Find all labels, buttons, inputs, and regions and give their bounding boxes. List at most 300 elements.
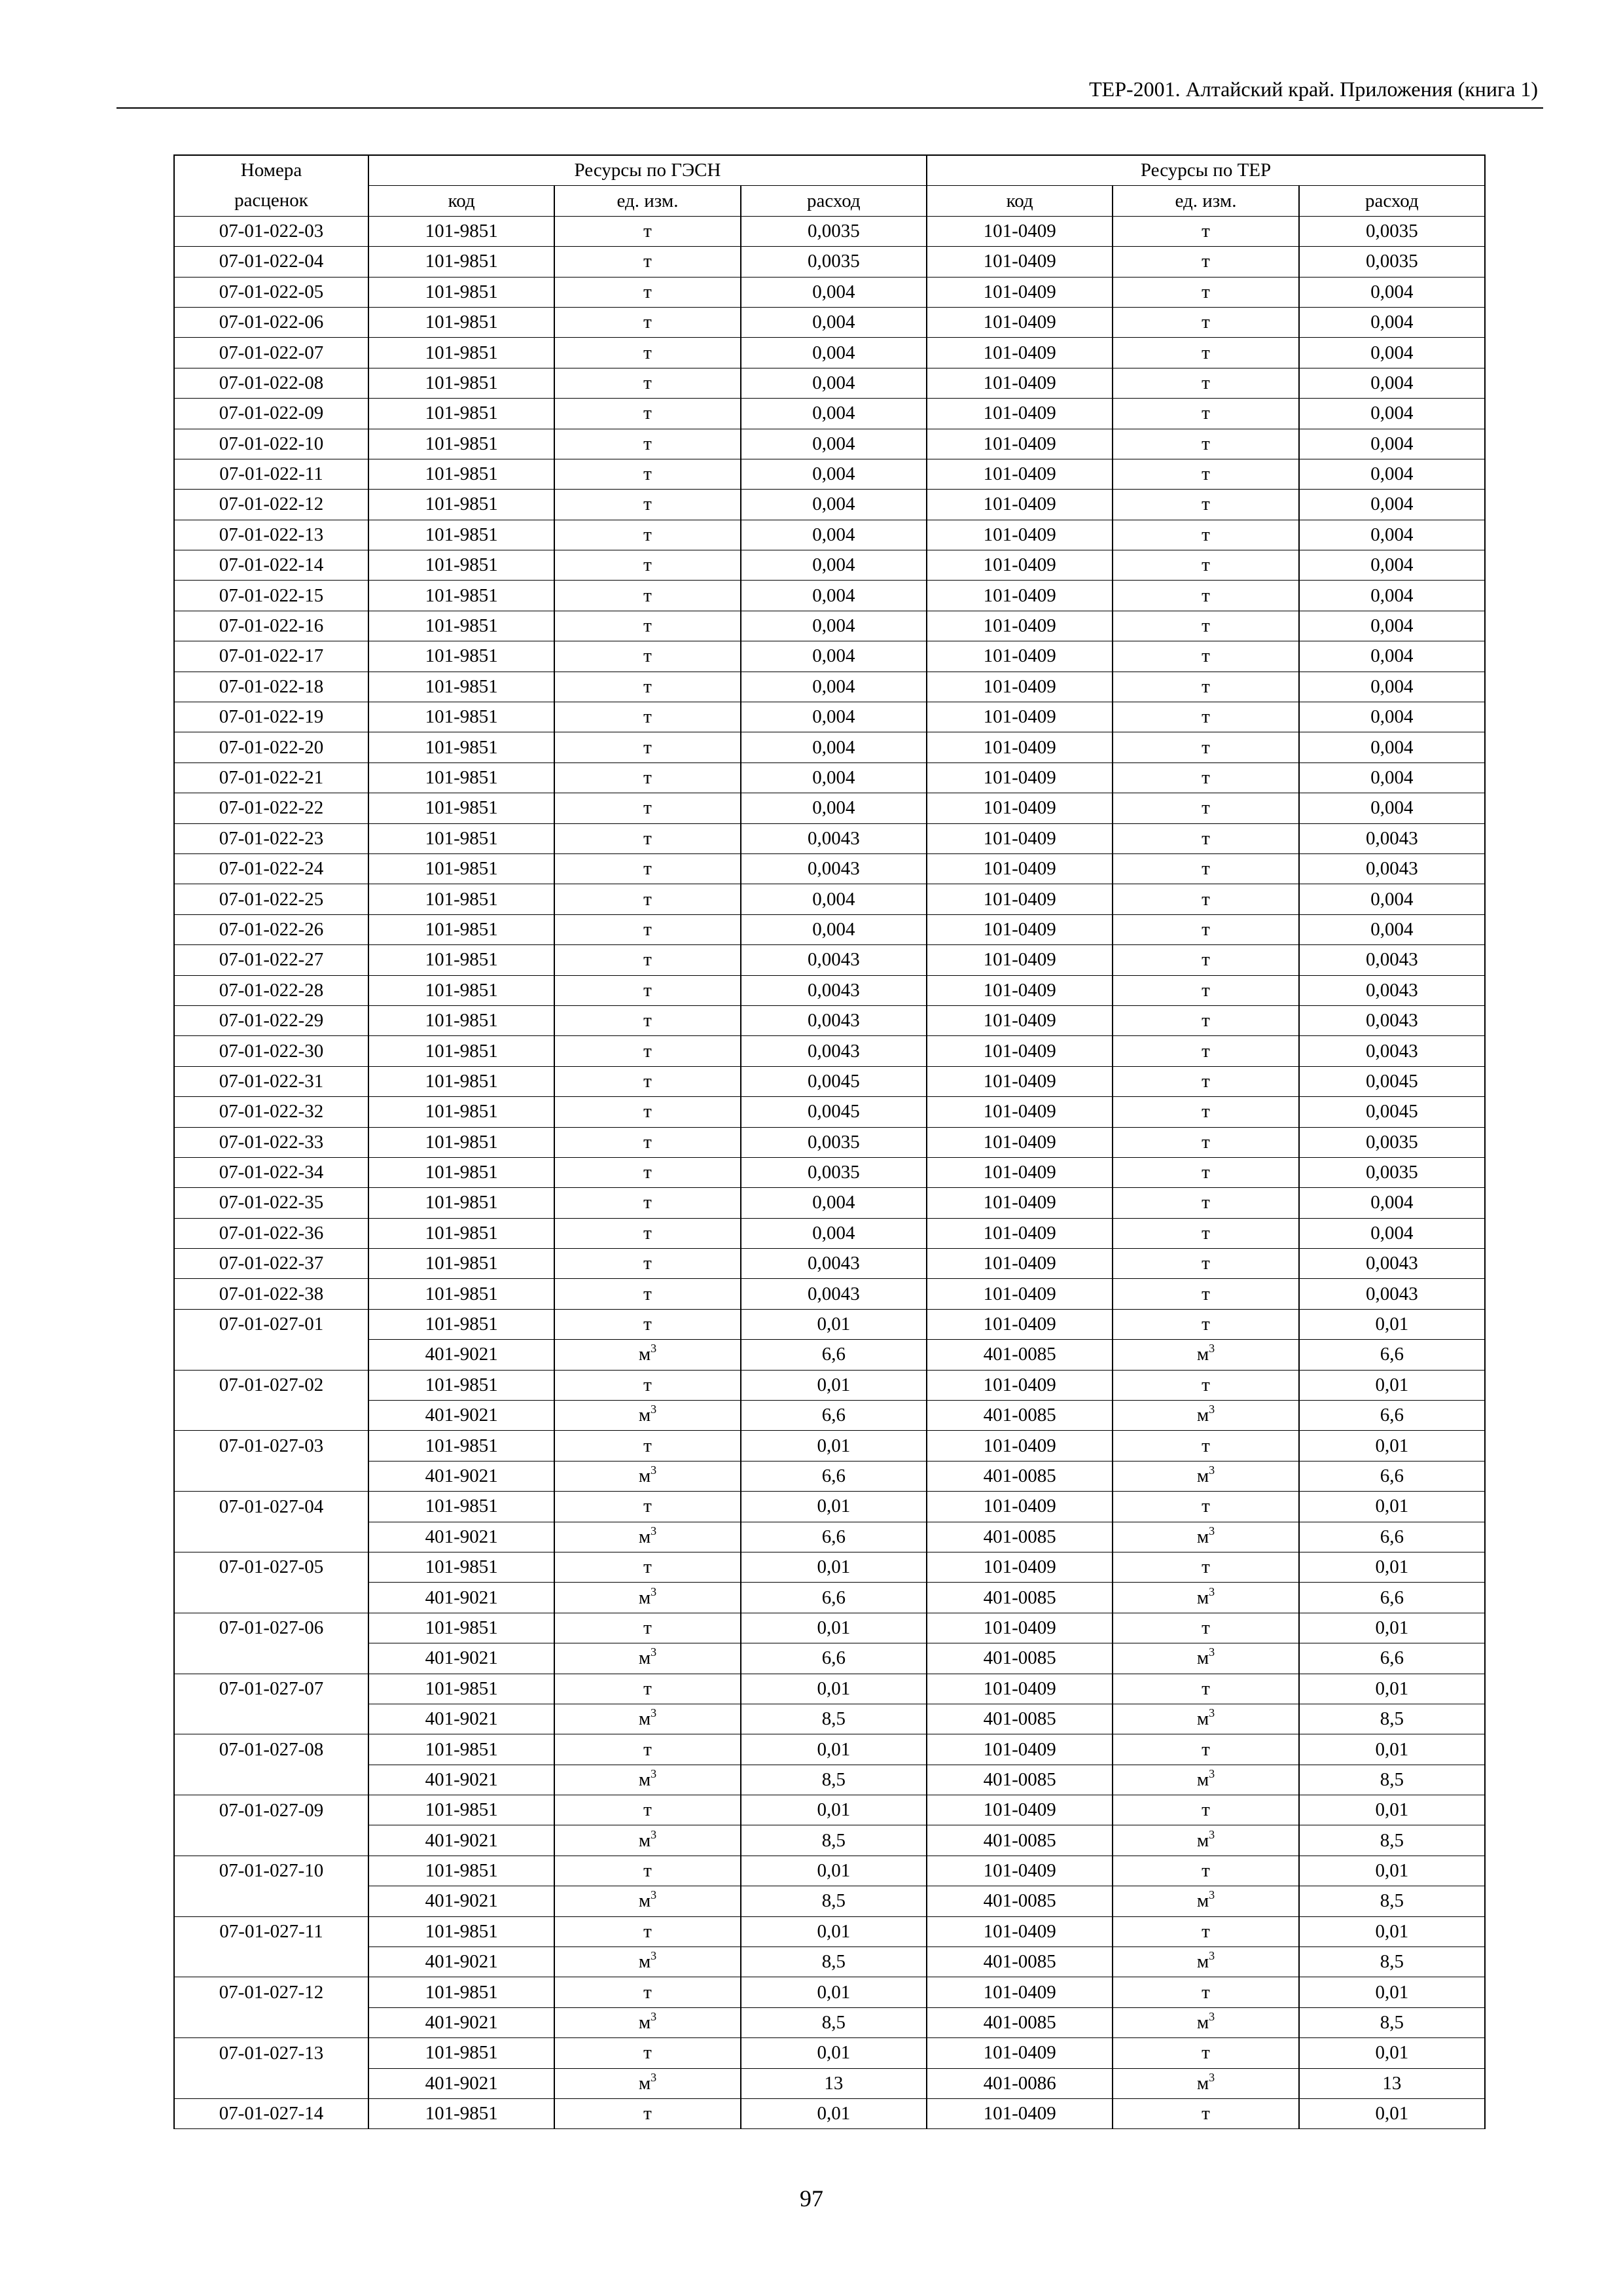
ter-unit-cell: т [1113,1613,1298,1643]
gesn-unit-cell: т [554,853,740,884]
gesn-rate-cell: 0,004 [741,429,927,459]
gesn-rate-cell: 6,6 [741,1401,927,1431]
gesn-rate-cell: 6,6 [741,1461,927,1491]
ter-unit-cell: т [1113,611,1298,641]
gesn-rate-cell: 0,004 [741,762,927,793]
ter-unit-cell: т [1113,490,1298,520]
ter-rate-cell: 0,004 [1299,732,1485,762]
ter-rate-cell: 8,5 [1299,1704,1485,1734]
gesn-unit-cell [554,1825,740,1856]
ter-code-cell: 101-0409 [927,1431,1113,1461]
ter-rate-cell: 6,6 [1299,1583,1485,1613]
ter-code-cell: 101-0409 [927,1552,1113,1582]
header-rate-numbers-line1: Номера [174,155,368,186]
unit-cubic-meter: м [1196,1647,1209,1669]
gesn-code-cell: 101-9851 [368,1856,554,1886]
gesn-code-cell: 101-9851 [368,1613,554,1643]
gesn-rate-cell: 0,004 [741,338,927,368]
ter-code-cell: 101-0409 [927,1188,1113,1218]
ter-unit-cell: т [1113,1157,1298,1187]
ter-unit-cell: т [1113,277,1298,307]
ter-unit-cell: т [1113,2038,1298,2068]
gesn-rate-cell: 0,01 [741,1552,927,1582]
header-rate-numbers-line2: расценок [174,186,368,216]
gesn-unit-cell: т [554,1066,740,1096]
ter-code-cell: 101-0409 [927,490,1113,520]
ter-unit-cell: т [1113,216,1298,246]
gesn-code-cell: 101-9851 [368,1309,554,1339]
gesn-rate-cell: 8,5 [741,1825,927,1856]
ter-unit-cell: т [1113,520,1298,550]
rate-number-cell: 07-01-022-06 [174,307,368,337]
unit-exponent: 3 [651,1706,657,1720]
gesn-rate-cell: 0,0035 [741,1127,927,1157]
header-group-gesn: Ресурсы по ГЭСН [368,155,927,186]
gesn-rate-cell: 0,01 [741,2099,927,2129]
ter-unit-cell: т [1113,247,1298,277]
table-row [174,1643,1485,1674]
rate-number-cell: 07-01-022-28 [174,975,368,1005]
page-number: 97 [800,2185,823,2212]
gesn-rate-cell: 0,01 [741,1977,927,2007]
ter-unit-cell: т [1113,459,1298,489]
gesn-code-cell: 101-9851 [368,2038,554,2068]
gesn-rate-cell: 0,0043 [741,1005,927,1035]
gesn-unit-cell: т [554,975,740,1005]
rate-number-cell: 07-01-022-11 [174,459,368,489]
rate-number-cell: 07-01-027-07 [174,1674,368,1704]
gesn-code-cell: 401-9021 [368,1765,554,1795]
ter-rate-cell: 0,004 [1299,338,1485,368]
resources-table [173,154,1486,2129]
ter-rate-cell: 8,5 [1299,1825,1485,1856]
ter-rate-cell: 0,004 [1299,702,1485,732]
header-ter-unit: ед. изм. [1113,186,1298,216]
gesn-rate-cell: 0,004 [741,1218,927,1248]
unit-exponent: 3 [651,1403,657,1416]
rate-number-cell: 07-01-027-04 [174,1492,368,1522]
ter-rate-cell: 0,004 [1299,490,1485,520]
unit-cubic-meter: м [638,1708,651,1730]
ter-rate-cell: 0,004 [1299,399,1485,429]
ter-rate-cell: 0,01 [1299,1552,1485,1582]
gesn-unit-cell: т [554,823,740,853]
table-row [174,1583,1485,1613]
table-row [174,459,1485,489]
gesn-rate-cell: 0,004 [741,884,927,914]
ter-code-cell: 101-0409 [927,1249,1113,1279]
ter-unit-cell: т [1113,1977,1298,2007]
ter-code-cell: 101-0409 [927,1066,1113,1096]
ter-unit-cell [1113,1947,1298,1977]
unit-cubic-meter: м [1196,1405,1209,1426]
ter-rate-cell: 0,0043 [1299,853,1485,884]
table-header-row-groups [174,155,1485,186]
table-row [174,490,1485,520]
gesn-unit-cell: т [554,338,740,368]
gesn-code-cell: 101-9851 [368,611,554,641]
gesn-rate-cell: 0,004 [741,702,927,732]
gesn-unit-cell: т [554,1977,740,2007]
gesn-rate-cell: 8,5 [741,1765,927,1795]
gesn-code-cell: 101-9851 [368,853,554,884]
ter-unit-cell: т [1113,884,1298,914]
rate-number-cell: 07-01-027-09 [174,1795,368,1825]
table-row [174,1795,1485,1825]
gesn-code-cell: 101-9851 [368,1492,554,1522]
ter-unit-cell: т [1113,581,1298,611]
table-row [174,884,1485,914]
ter-unit-cell: т [1113,1492,1298,1522]
ter-code-cell: 101-0409 [927,732,1113,762]
table-row [174,1036,1485,1066]
unit-exponent: 3 [1209,1403,1215,1416]
ter-rate-cell: 13 [1299,2068,1485,2098]
gesn-unit-cell: т [554,1097,740,1127]
gesn-code-cell: 401-9021 [368,2068,554,2098]
gesn-code-cell: 401-9021 [368,1583,554,1613]
ter-rate-cell: 0,004 [1299,520,1485,550]
ter-rate-cell: 0,004 [1299,672,1485,702]
gesn-code-cell: 101-9851 [368,1005,554,1035]
ter-code-cell: 401-0085 [927,1401,1113,1431]
ter-rate-cell: 0,01 [1299,1431,1485,1461]
gesn-unit-cell [554,1522,740,1552]
ter-unit-cell: т [1113,368,1298,398]
gesn-rate-cell: 0,01 [741,1431,927,1461]
gesn-unit-cell: т [554,793,740,823]
gesn-unit-cell: т [554,2099,740,2129]
rate-number-cell: 07-01-022-20 [174,732,368,762]
ter-code-cell: 101-0409 [927,641,1113,672]
gesn-rate-cell: 0,01 [741,1795,927,1825]
ter-code-cell: 401-0085 [927,1886,1113,1916]
ter-unit-cell: т [1113,307,1298,337]
ter-rate-cell: 0,0035 [1299,1157,1485,1187]
rate-number-cell [174,1704,368,1734]
gesn-code-cell: 101-9851 [368,641,554,672]
rate-number-cell: 07-01-022-05 [174,277,368,307]
ter-rate-cell: 0,004 [1299,1188,1485,1218]
ter-unit-cell: т [1113,1431,1298,1461]
ter-rate-cell: 8,5 [1299,1886,1485,1916]
gesn-code-cell: 101-9851 [368,1097,554,1127]
ter-rate-cell: 0,0043 [1299,1279,1485,1309]
rate-number-cell: 07-01-022-33 [174,1127,368,1157]
unit-cubic-meter: м [1196,1587,1209,1608]
ter-code-cell: 401-0085 [927,1947,1113,1977]
ter-unit-cell: т [1113,1734,1298,1765]
unit-exponent: 3 [1209,1949,1215,1963]
ter-rate-cell: 0,004 [1299,914,1485,944]
table-row [174,2007,1485,2037]
ter-unit-cell: т [1113,338,1298,368]
table-row [174,1886,1485,1916]
ter-code-cell: 101-0409 [927,399,1113,429]
rate-number-cell: 07-01-027-02 [174,1370,368,1400]
ter-rate-cell: 0,004 [1299,884,1485,914]
gesn-unit-cell: т [554,945,740,975]
rate-number-cell: 07-01-022-03 [174,216,368,246]
table-row [174,1492,1485,1522]
gesn-rate-cell: 0,01 [741,1492,927,1522]
table-row [174,762,1485,793]
ter-rate-cell: 0,004 [1299,277,1485,307]
rate-number-cell: 07-01-022-38 [174,1279,368,1309]
rate-number-cell: 07-01-022-31 [174,1066,368,1096]
gesn-code-cell: 101-9851 [368,1370,554,1400]
gesn-code-cell: 101-9851 [368,520,554,550]
rate-number-cell: 07-01-022-17 [174,641,368,672]
header-ter-code: код [927,186,1113,216]
gesn-unit-cell: т [554,307,740,337]
gesn-code-cell: 101-9851 [368,1036,554,1066]
rate-number-cell: 07-01-027-10 [174,1856,368,1886]
gesn-code-cell: 101-9851 [368,1916,554,1946]
table-row [174,1370,1485,1400]
table-row [174,1188,1485,1218]
gesn-unit-cell: т [554,1188,740,1218]
gesn-unit-cell: т [554,1005,740,1035]
unit-cubic-meter: м [1196,1344,1209,1365]
ter-rate-cell: 0,004 [1299,641,1485,672]
ter-code-cell: 101-0409 [927,975,1113,1005]
gesn-unit-cell: т [554,672,740,702]
ter-unit-cell: т [1113,914,1298,944]
ter-rate-cell: 0,01 [1299,2038,1485,2068]
ter-code-cell: 101-0409 [927,1097,1113,1127]
table-row [174,2038,1485,2068]
gesn-rate-cell: 0,01 [741,1674,927,1704]
unit-cubic-meter: м [638,1829,651,1851]
ter-unit-cell [1113,2007,1298,2037]
unit-exponent: 3 [651,1949,657,1963]
unit-cubic-meter: м [638,1890,651,1912]
table-row [174,550,1485,581]
unit-exponent: 3 [1209,1767,1215,1780]
ter-code-cell: 101-0409 [927,914,1113,944]
gesn-unit-cell: т [554,762,740,793]
table-row [174,1856,1485,1886]
ter-code-cell: 101-0409 [927,1856,1113,1886]
rate-number-cell: 07-01-022-22 [174,793,368,823]
ter-unit-cell: т [1113,1097,1298,1127]
ter-code-cell: 101-0409 [927,1613,1113,1643]
ter-unit-cell: т [1113,1218,1298,1248]
ter-unit-cell: т [1113,853,1298,884]
gesn-code-cell: 401-9021 [368,1340,554,1370]
rate-number-cell: 07-01-027-03 [174,1431,368,1461]
rate-number-cell: 07-01-022-24 [174,853,368,884]
gesn-code-cell: 401-9021 [368,1825,554,1856]
ter-rate-cell: 6,6 [1299,1461,1485,1491]
gesn-rate-cell: 0,0043 [741,1249,927,1279]
rate-number-cell: 07-01-022-15 [174,581,368,611]
gesn-rate-cell: 0,0035 [741,1157,927,1187]
gesn-unit-cell: т [554,641,740,672]
gesn-rate-cell: 6,6 [741,1643,927,1674]
rate-number-cell [174,1947,368,1977]
gesn-code-cell: 101-9851 [368,1552,554,1582]
gesn-rate-cell: 0,0043 [741,853,927,884]
ter-unit-cell: т [1113,429,1298,459]
ter-rate-cell: 0,01 [1299,1977,1485,2007]
gesn-code-cell: 101-9851 [368,1795,554,1825]
gesn-code-cell: 101-9851 [368,581,554,611]
gesn-unit-cell: т [554,732,740,762]
gesn-rate-cell: 8,5 [741,1704,927,1734]
gesn-rate-cell: 0,01 [741,2038,927,2068]
gesn-code-cell: 101-9851 [368,884,554,914]
gesn-rate-cell: 0,004 [741,672,927,702]
ter-code-cell: 401-0085 [927,1825,1113,1856]
rate-number-cell: 07-01-022-27 [174,945,368,975]
ter-rate-cell: 0,0043 [1299,1005,1485,1035]
rate-number-cell [174,1461,368,1491]
unit-exponent: 3 [651,1463,657,1477]
ter-code-cell: 101-0409 [927,762,1113,793]
rate-number-cell: 07-01-022-16 [174,611,368,641]
ter-code-cell: 101-0409 [927,672,1113,702]
gesn-unit-cell: т [554,1127,740,1157]
ter-unit-cell: т [1113,1188,1298,1218]
rate-number-cell [174,2007,368,2037]
rate-number-cell: 07-01-022-18 [174,672,368,702]
ter-rate-cell: 6,6 [1299,1401,1485,1431]
ter-rate-cell: 0,01 [1299,1613,1485,1643]
gesn-rate-cell: 0,004 [741,368,927,398]
gesn-rate-cell: 0,004 [741,490,927,520]
gesn-rate-cell: 0,0043 [741,945,927,975]
gesn-code-cell: 401-9021 [368,1704,554,1734]
ter-unit-cell: т [1113,1249,1298,1279]
gesn-rate-cell: 8,5 [741,1947,927,1977]
gesn-unit-cell: т [554,490,740,520]
table-row [174,672,1485,702]
table-row [174,1461,1485,1491]
gesn-code-cell: 101-9851 [368,1734,554,1765]
gesn-code-cell: 101-9851 [368,1249,554,1279]
ter-rate-cell: 0,004 [1299,762,1485,793]
gesn-code-cell: 101-9851 [368,1977,554,2007]
ter-code-cell: 101-0409 [927,1916,1113,1946]
gesn-code-cell: 101-9851 [368,277,554,307]
gesn-unit-cell: т [554,884,740,914]
unit-exponent: 3 [1209,2010,1215,2024]
rate-number-cell: 07-01-022-08 [174,368,368,398]
rate-number-cell: 07-01-022-30 [174,1036,368,1066]
ter-code-cell: 101-0409 [927,884,1113,914]
gesn-unit-cell: т [554,399,740,429]
gesn-rate-cell: 0,004 [741,611,927,641]
header-title: ТЕР-2001. Алтайский край. Приложения (книга 1) [1089,77,1538,101]
unit-cubic-meter: м [638,1405,651,1426]
gesn-unit-cell: т [554,1218,740,1248]
unit-exponent: 3 [651,1827,657,1841]
table-row [174,277,1485,307]
ter-rate-cell: 0,004 [1299,307,1485,337]
ter-rate-cell: 0,01 [1299,1856,1485,1886]
rate-number-cell: 07-01-022-34 [174,1157,368,1187]
unit-cubic-meter: м [1196,1768,1209,1790]
ter-code-cell: 101-0409 [927,702,1113,732]
gesn-rate-cell: 0,004 [741,581,927,611]
unit-exponent: 3 [1209,2070,1215,2084]
ter-unit-cell: т [1113,1795,1298,1825]
gesn-rate-cell: 0,004 [741,732,927,762]
rate-number-cell: 07-01-022-04 [174,247,368,277]
gesn-unit-cell: т [554,429,740,459]
ter-rate-cell: 0,01 [1299,2099,1485,2129]
table-row [174,975,1485,1005]
gesn-unit-cell: т [554,1036,740,1066]
ter-code-cell: 101-0409 [927,2099,1113,2129]
gesn-code-cell: 101-9851 [368,1157,554,1187]
ter-code-cell: 101-0409 [927,611,1113,641]
gesn-unit-cell: т [554,1370,740,1400]
unit-exponent: 3 [651,1342,657,1355]
gesn-rate-cell: 0,004 [741,459,927,489]
gesn-unit-cell: т [554,1856,740,1886]
rate-number-cell: 07-01-022-21 [174,762,368,793]
unit-cubic-meter: м [1196,1708,1209,1730]
table-row [174,1218,1485,1248]
unit-cubic-meter: м [638,1647,651,1669]
rate-number-cell: 07-01-022-32 [174,1097,368,1127]
rate-number-cell: 07-01-022-36 [174,1218,368,1248]
rate-number-cell [174,1643,368,1674]
ter-rate-cell: 0,004 [1299,550,1485,581]
ter-code-cell: 101-0409 [927,1309,1113,1339]
rate-number-cell: 07-01-022-12 [174,490,368,520]
gesn-code-cell: 401-9021 [368,1522,554,1552]
gesn-rate-cell: 8,5 [741,1886,927,1916]
table-row [174,1401,1485,1431]
gesn-code-cell: 101-9851 [368,1066,554,1096]
ter-code-cell: 101-0409 [927,581,1113,611]
unit-cubic-meter: м [1196,2012,1209,2034]
gesn-rate-cell: 0,004 [741,641,927,672]
gesn-unit-cell: т [554,2038,740,2068]
gesn-code-cell: 401-9021 [368,1886,554,1916]
ter-code-cell: 101-0409 [927,216,1113,246]
gesn-rate-cell: 0,01 [741,1734,927,1765]
rate-number-cell: 07-01-022-26 [174,914,368,944]
gesn-code-cell: 401-9021 [368,1643,554,1674]
rate-number-cell: 07-01-027-08 [174,1734,368,1765]
header-group-ter: Ресурсы по ТЕР [927,155,1485,186]
gesn-rate-cell: 0,004 [741,520,927,550]
gesn-unit-cell: т [554,1157,740,1187]
gesn-unit-cell [554,1340,740,1370]
ter-code-cell: 401-0085 [927,1522,1113,1552]
ter-rate-cell: 0,0043 [1299,1036,1485,1066]
ter-rate-cell: 0,0035 [1299,1127,1485,1157]
gesn-unit-cell [554,1401,740,1431]
gesn-rate-cell: 0,0045 [741,1097,927,1127]
gesn-unit-cell: т [554,459,740,489]
gesn-unit-cell: т [554,1431,740,1461]
gesn-rate-cell: 0,004 [741,914,927,944]
gesn-unit-cell: т [554,1674,740,1704]
gesn-rate-cell: 6,6 [741,1340,927,1370]
gesn-rate-cell: 0,004 [741,399,927,429]
table-row [174,853,1485,884]
unit-exponent: 3 [651,1767,657,1780]
gesn-code-cell: 101-9851 [368,702,554,732]
ter-rate-cell: 0,004 [1299,581,1485,611]
ter-code-cell: 101-0409 [927,2038,1113,2068]
